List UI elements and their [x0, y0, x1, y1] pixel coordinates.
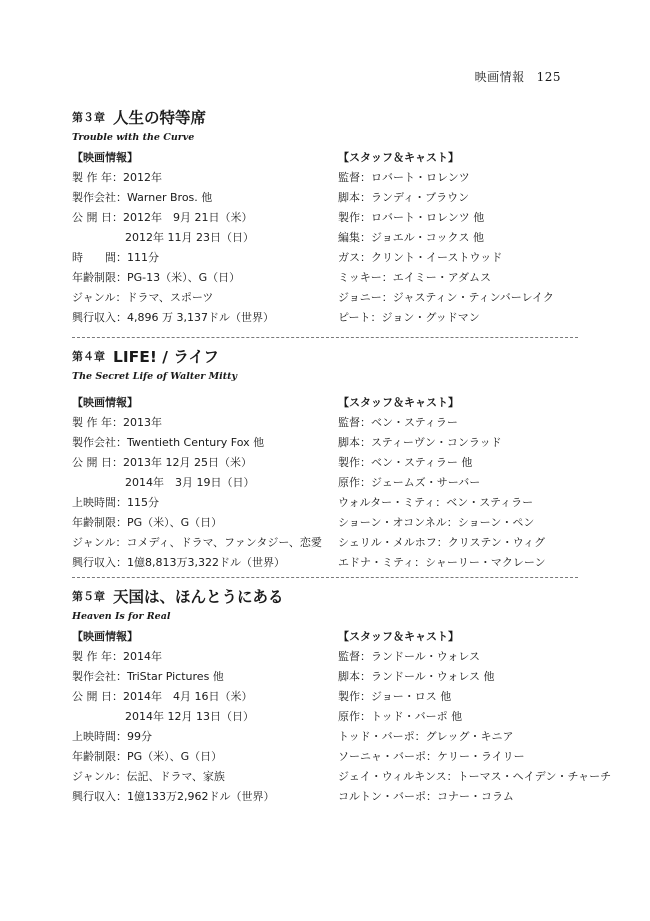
- info-label: 製作会社：: [72, 670, 127, 683]
- section-divider: [72, 577, 578, 578]
- info-value: Warner Bros. 他: [127, 191, 213, 204]
- info-value: 2014年 4月 16日（米）: [123, 690, 253, 703]
- chapter-subtitle: The Secret Life of Walter Mitty: [72, 371, 237, 382]
- movie-info-column: [72, 627, 334, 807]
- staff-row: ピート：ジョン・グッドマン: [338, 311, 480, 324]
- staff-row: ジェイ・ウィルキンス：トーマス・ヘイデン・チャーチ: [338, 770, 612, 783]
- info-row: [72, 667, 334, 687]
- staff-row: 原作：ジェームズ・サーバー: [338, 476, 481, 489]
- info-value: 111分: [127, 251, 159, 264]
- info-value: 2012年 9月 21日（米）: [123, 211, 253, 224]
- info-value: 2014年: [123, 650, 162, 663]
- info-value: 2012年 11月 23日（日）: [125, 231, 254, 244]
- info-row: [72, 707, 334, 727]
- chapter-subtitle: Heaven Is for Real: [72, 611, 171, 622]
- info-label: 製作会社：: [72, 436, 127, 449]
- info-value: Twentieth Century Fox 他: [127, 436, 265, 449]
- info-value: 2013年: [123, 416, 162, 429]
- staff-row: シェリル・メルホフ：クリステン・ウィグ: [338, 536, 546, 549]
- info-label: 時 間：: [72, 251, 127, 264]
- info-value: 4,896 万 3,137ドル（世界）: [127, 311, 274, 324]
- staff-row: 製作：ジョー・ロス 他: [338, 690, 452, 703]
- chapter-5: [72, 585, 612, 807]
- chapter-label: 第３章: [72, 111, 105, 124]
- chapter-title-row: [72, 585, 572, 607]
- staff-row: 原作：トッド・バーポ 他: [338, 710, 463, 723]
- staff-row: トッド・バーポ：グレッグ・キニア: [338, 730, 514, 743]
- info-label: 製 作 年：: [72, 650, 123, 663]
- info-label: 製 作 年：: [72, 171, 123, 184]
- staff-cast-column: [338, 148, 578, 328]
- info-value: TriStar Pictures 他: [127, 670, 224, 683]
- staff-row: ソーニャ・バーポ：ケリー・ライリー: [338, 750, 525, 763]
- info-value: 99分: [127, 730, 152, 743]
- info-heading: 【映画情報】: [72, 630, 138, 643]
- info-row: [72, 453, 334, 473]
- info-row: [72, 268, 334, 288]
- staff-row: 監督：ベン・スティラー: [338, 416, 458, 429]
- staff-heading: 【スタッフ＆キャスト】: [338, 396, 459, 409]
- info-label: ジャンル：: [72, 536, 127, 549]
- info-row: [72, 288, 334, 308]
- info-value: 2013年 12月 25日（米）: [123, 456, 252, 469]
- info-row: [72, 473, 334, 493]
- info-heading: 【映画情報】: [72, 151, 138, 164]
- running-header-title: 映画情報: [474, 70, 525, 84]
- movie-info-column: [72, 148, 334, 328]
- info-label: 興行収入：: [72, 556, 127, 569]
- chapter-label: 第４章: [72, 350, 105, 363]
- chapter-title-row: [72, 106, 572, 128]
- info-label: ジャンル：: [72, 291, 127, 304]
- info-label: ジャンル：: [72, 770, 127, 783]
- info-row: [72, 188, 334, 208]
- info-row: [72, 208, 334, 228]
- staff-heading: 【スタッフ＆キャスト】: [338, 151, 459, 164]
- staff-cast-column: [338, 393, 578, 573]
- info-label: 興行収入：: [72, 790, 127, 803]
- info-row: [72, 553, 334, 573]
- info-label: 年齢制限：: [72, 750, 127, 763]
- info-value: ドラマ、スポーツ: [126, 291, 214, 304]
- info-label: 上映時間：: [72, 496, 127, 509]
- info-label: 公 開 日：: [72, 456, 123, 469]
- info-value: コメディ、ドラマ、ファンタジー、恋愛: [126, 536, 322, 549]
- info-row: [72, 493, 334, 513]
- chapter-title: LIFE! / ライフ: [113, 348, 219, 366]
- staff-row: 編集：ジョエル・コックス 他: [338, 231, 484, 244]
- info-row: [72, 248, 334, 268]
- info-row: [72, 687, 334, 707]
- info-value: 2014年 12月 13日（日）: [125, 710, 254, 723]
- staff-row: 製作：ベン・スティラー 他: [338, 456, 473, 469]
- info-row: [72, 533, 334, 553]
- info-row: [72, 727, 334, 747]
- info-value: 2012年: [123, 171, 162, 184]
- info-value: 2014年 3月 19日（日）: [125, 476, 255, 489]
- staff-row: ショーン・オコンネル：ショーン・ペン: [338, 516, 535, 529]
- chapter-title-row: [72, 345, 572, 367]
- info-row: [72, 747, 334, 767]
- staff-row: ガス：クリント・イーストウッド: [338, 251, 503, 264]
- info-value: PG（米）、G（日）: [127, 750, 223, 763]
- staff-row: 監督：ランドール・ウォレス: [338, 650, 481, 663]
- info-row: [72, 168, 334, 188]
- info-label: 年齢制限：: [72, 516, 127, 529]
- info-row: [72, 433, 334, 453]
- info-value: 115分: [127, 496, 159, 509]
- movie-info-column: [72, 393, 334, 573]
- info-row: [72, 228, 334, 248]
- info-value: 伝記、ドラマ、家族: [126, 770, 225, 783]
- chapter-label: 第５章: [72, 590, 105, 603]
- info-row: [72, 787, 334, 807]
- staff-row: ミッキー：エイミー・アダムス: [338, 271, 492, 284]
- staff-row: 監督：ロバート・ロレンツ: [338, 171, 470, 184]
- info-value: 1億8,813万3,322ドル（世界）: [127, 556, 285, 569]
- staff-row: 脚本：ランドール・ウォレス 他: [338, 670, 495, 683]
- info-row: [72, 413, 334, 433]
- chapter-title: 天国は、ほんとうにある: [113, 588, 284, 606]
- staff-row: エドナ・ミティ：シャーリー・マクレーン: [338, 556, 546, 569]
- staff-row: 製作：ロバート・ロレンツ 他: [338, 211, 485, 224]
- running-header: [475, 68, 561, 85]
- info-label: 上映時間：: [72, 730, 127, 743]
- info-row: [72, 308, 334, 328]
- info-label: 年齢制限：: [72, 271, 127, 284]
- info-row: [72, 767, 334, 787]
- staff-row: ウォルター・ミティ：ベン・スティラー: [338, 496, 534, 509]
- info-heading: 【映画情報】: [72, 396, 138, 409]
- staff-row: コルトン・バーポ：コナー・コラム: [338, 790, 514, 803]
- staff-heading: 【スタッフ＆キャスト】: [338, 630, 459, 643]
- staff-row: ジョニー：ジャスティン・ティンバーレイク: [338, 291, 554, 304]
- info-label: 公 開 日：: [72, 211, 123, 224]
- info-label: 製作会社：: [72, 191, 127, 204]
- section-divider: [72, 337, 578, 338]
- info-value: PG-13（米）、G（日）: [127, 271, 241, 284]
- chapter-3: [72, 106, 572, 328]
- staff-row: 脚本：スティーヴン・コンラッド: [338, 436, 502, 449]
- info-value: 1億133万2,962ドル（世界）: [127, 790, 275, 803]
- info-label: 製 作 年：: [72, 416, 123, 429]
- chapter-subtitle: Trouble with the Curve: [72, 132, 195, 143]
- staff-cast-column: [338, 627, 612, 807]
- info-row: [72, 513, 334, 533]
- page-number: 125: [536, 70, 561, 84]
- chapter-title: 人生の特等席: [113, 109, 207, 127]
- chapter-4: [72, 345, 572, 573]
- info-value: PG（米）、G（日）: [127, 516, 223, 529]
- info-row: [72, 647, 334, 667]
- staff-row: 脚本：ランディ・ブラウン: [338, 191, 470, 204]
- info-label: 公 開 日：: [72, 690, 123, 703]
- info-label: 興行収入：: [72, 311, 127, 324]
